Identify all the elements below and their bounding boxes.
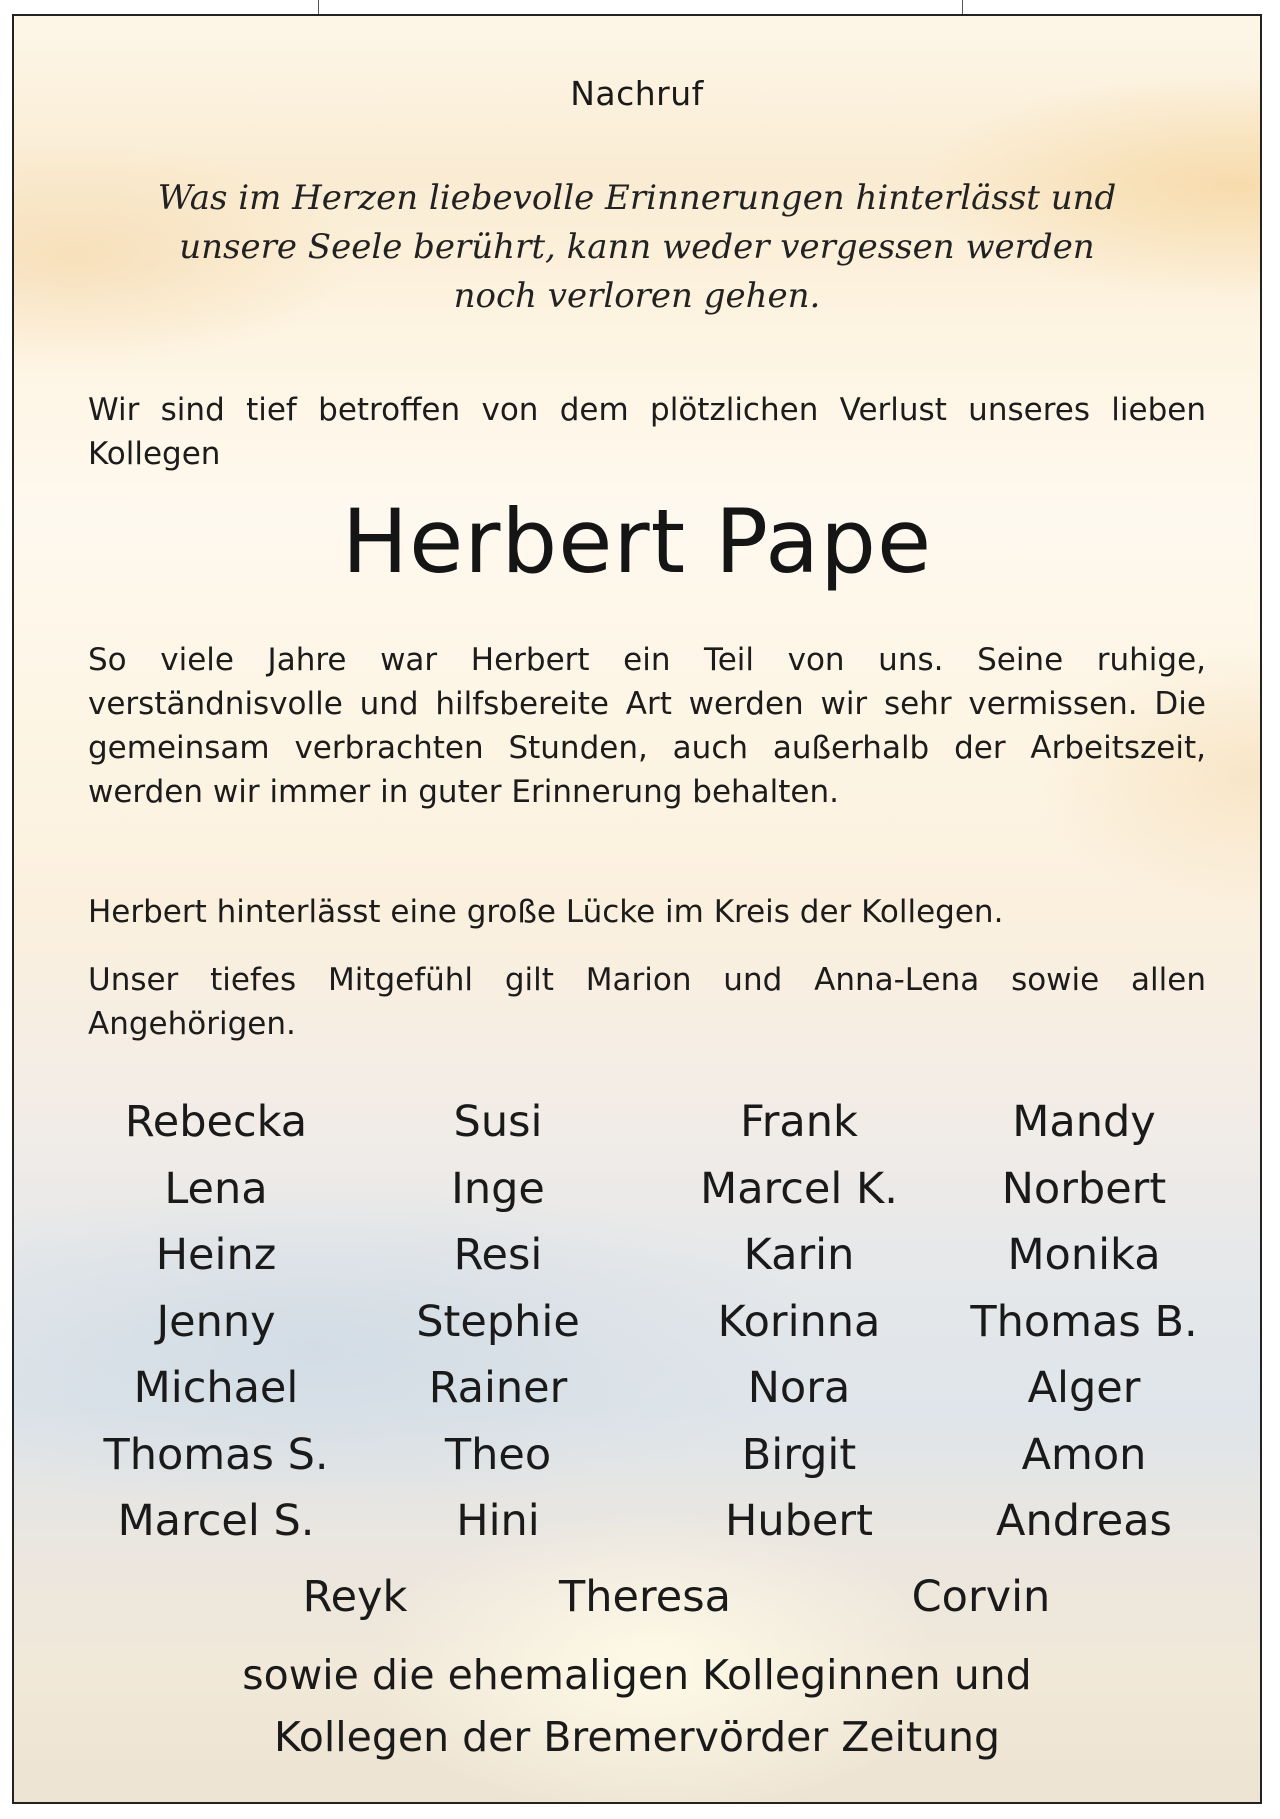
signatory-name: Norbert	[1001, 1163, 1167, 1214]
signatory-name: Thomas B.	[970, 1296, 1198, 1347]
paragraph-memories: So viele Jahre war Herbert ein Teil von uns. Seine ruhige, verständnisvolle und hilfsbereite Art werden wir sehr vermissen. Die gemeinsam verbrachten Stunden, auch außerhalb der Arbeitszeit, werden wir immer in guter Erinnerung behalten.	[88, 642, 1206, 810]
signatory-name: Rebecka	[124, 1097, 308, 1147]
paragraph-condolence: Unser tiefes Mitgefühl gilt Marion und Anna-Lena sowie allen Angehörigen.	[88, 962, 1206, 1042]
signatory-name: Lena	[164, 1163, 268, 1214]
signatory-name: Theo	[444, 1429, 552, 1480]
signatory-name: Frank	[740, 1097, 858, 1147]
signatory-name: Resi	[453, 1230, 543, 1280]
crop-mark-right	[962, 0, 963, 14]
signatory-name: Rainer	[428, 1363, 568, 1413]
signatory-name: Hubert	[725, 1496, 873, 1546]
signatory-name: Nora	[747, 1363, 851, 1413]
signatory-name: Andreas	[996, 1496, 1172, 1546]
signatory-column-3	[649, 1089, 949, 1555]
motto-line: noch verloren gehen.	[453, 276, 821, 316]
signatory-name: Marcel S.	[117, 1496, 315, 1546]
signatory-name: Monika	[1007, 1230, 1161, 1280]
signatory-name: Alger	[1027, 1363, 1141, 1413]
signatory-name: Heinz	[155, 1230, 277, 1280]
motto-line: Was im Herzen liebevolle Erinnerungen hinterlässt und	[157, 178, 1117, 218]
closing-line: Kollegen der Bremervörder Zeitung	[273, 1713, 1001, 1761]
signatory-name: Marcel K.	[700, 1163, 898, 1214]
signatory-name: Hini	[456, 1496, 540, 1546]
closing-line: sowie die ehemaligen Kolleginnen und	[242, 1651, 1032, 1699]
intro-text: Wir sind tief betroffen von dem plötzlichen Verlust unseres lieben Kollegen	[88, 392, 1206, 472]
signatory-name: Inge	[451, 1163, 545, 1214]
signatory-name: Theresa	[559, 1572, 731, 1622]
crop-mark-left	[318, 0, 319, 14]
motto-quote	[14, 174, 1260, 321]
signatory-name: Thomas S.	[103, 1429, 329, 1480]
signatory-column-4	[934, 1089, 1234, 1555]
obituary-frame	[12, 14, 1262, 1804]
signatory-name: Susi	[453, 1097, 543, 1147]
signatory-name: Reyk	[302, 1572, 408, 1622]
signatory-name: Mandy	[1012, 1097, 1156, 1147]
signatory-name: Stephie	[416, 1296, 580, 1347]
signatory-name: Amon	[1021, 1429, 1147, 1480]
signatory-name: Korinna	[717, 1296, 881, 1347]
signatory-column-1	[66, 1089, 366, 1555]
signatory-name: Birgit	[741, 1429, 857, 1480]
motto-line: unsere Seele berührt, kann weder vergessen werden	[179, 227, 1095, 267]
signatory-name: Michael	[133, 1363, 299, 1413]
deceased-name: Herbert Pape	[341, 490, 933, 593]
closing-text	[14, 1644, 1260, 1768]
signatory-name: Jenny	[156, 1296, 276, 1347]
signatory-column-2	[348, 1089, 648, 1555]
signatory-name: Karin	[743, 1230, 855, 1280]
signatory-name: Corvin	[911, 1572, 1051, 1622]
paragraph-gap: Herbert hinterlässt eine große Lücke im Kreis der Kollegen.	[88, 894, 1004, 930]
heading: Nachruf	[570, 74, 704, 113]
